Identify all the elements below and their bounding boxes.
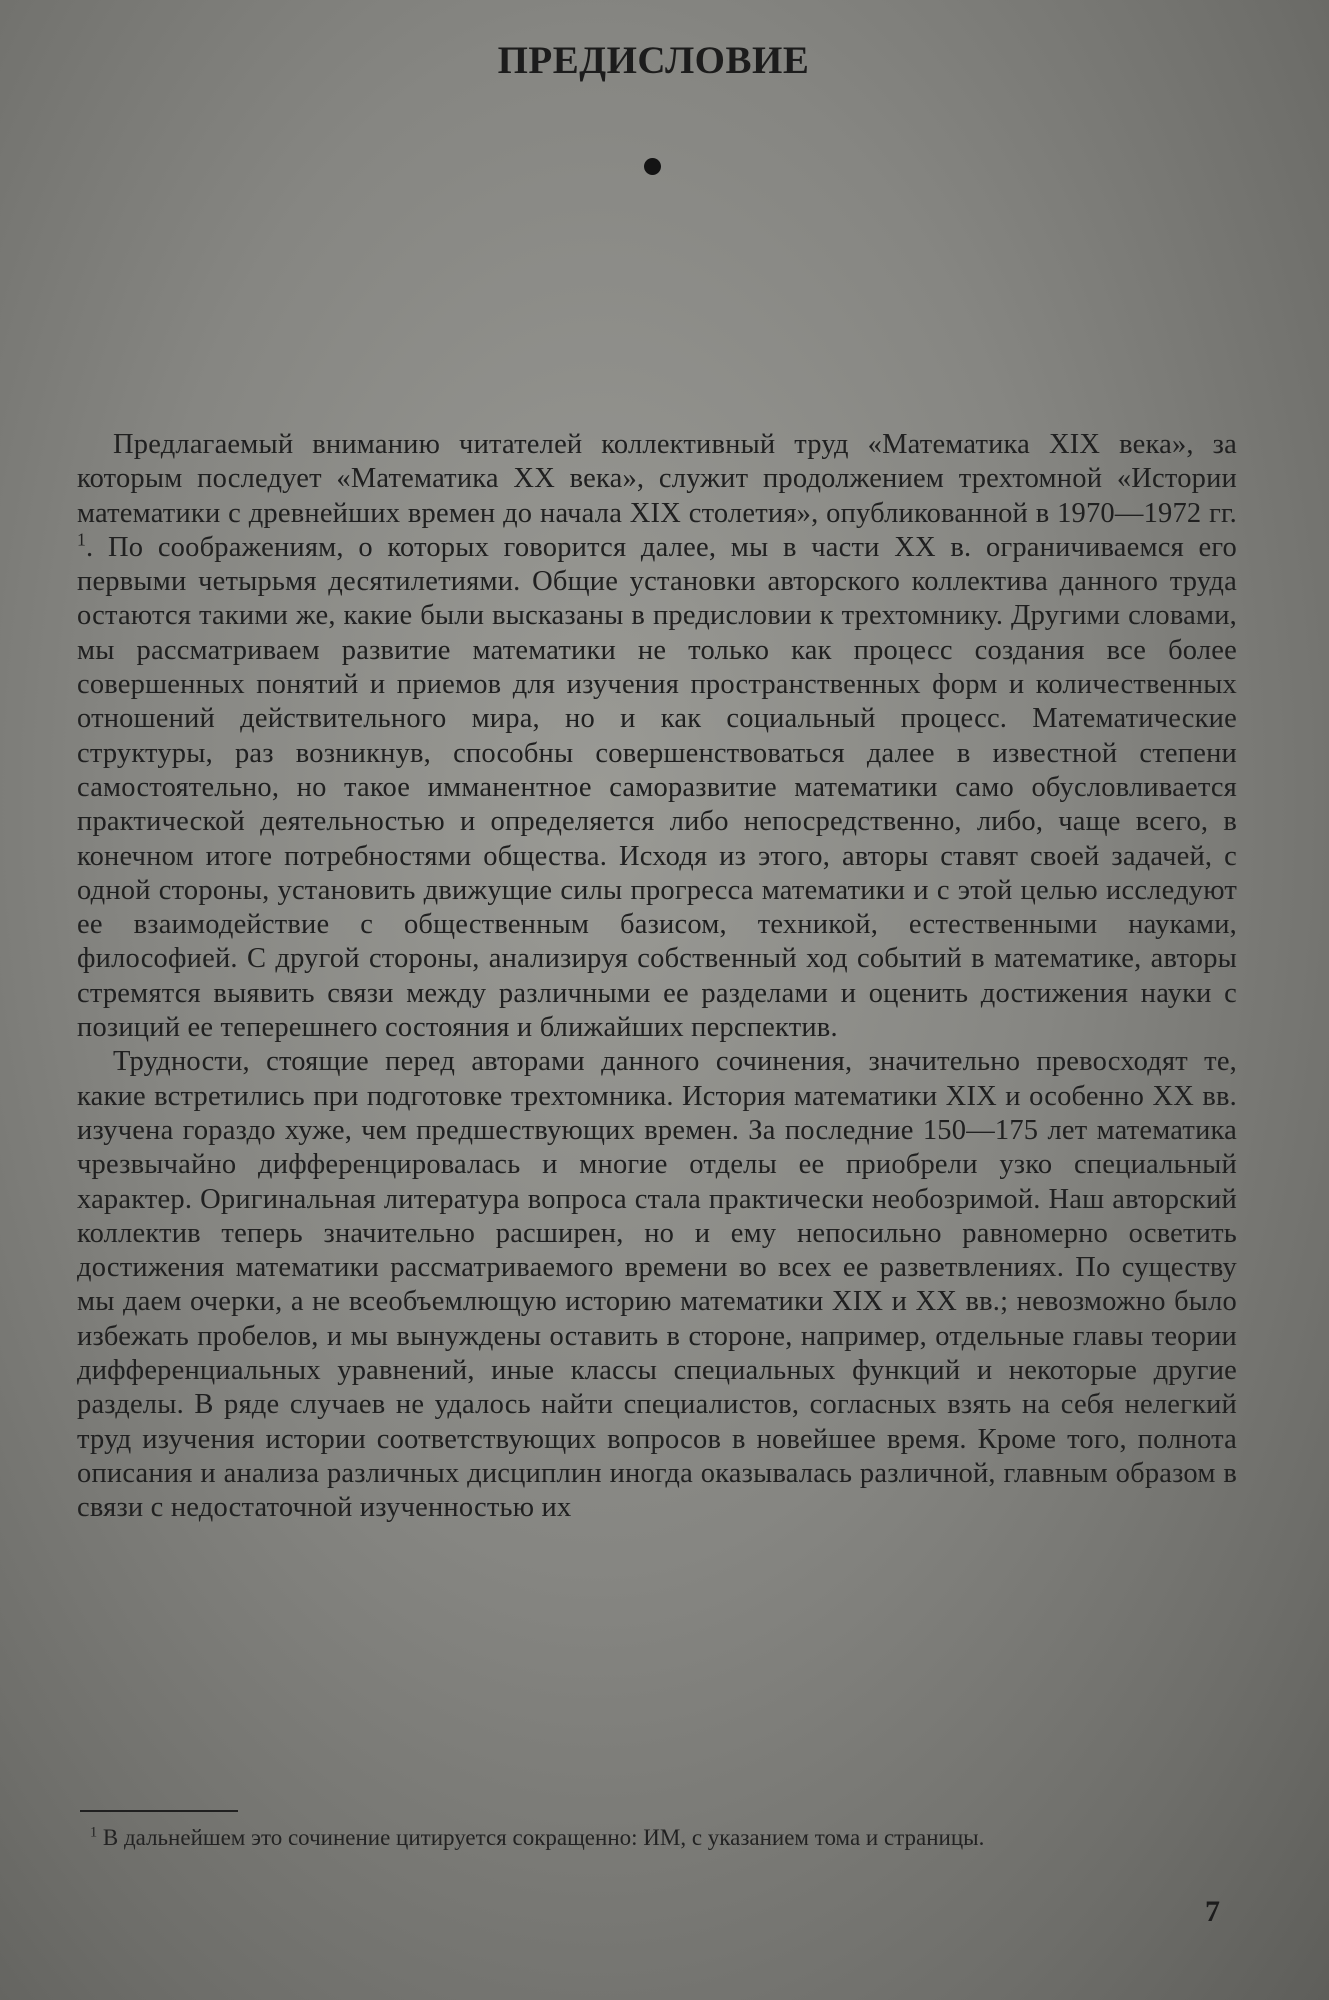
footnote-marker: 1 <box>90 1824 98 1841</box>
footnote <box>80 1822 1235 1853</box>
footnote-text: В дальнейшем это сочинение цитируется сокращенно: ИМ, с указанием тома и страницы. <box>97 1825 985 1850</box>
paragraph-1-part-1: Предлагаемый вниманию читателей коллективный труд «Математика XIX века», за которым последует «Математика XX века», служит продолжением трехтомной «Истории математики с древнейших времен до начала XIX столетия», опубликованной в 1970—1972 гг. <box>77 429 1237 529</box>
decorative-bullet <box>644 158 661 175</box>
page-number: 7 <box>1205 1895 1220 1928</box>
paragraph-2: Трудности, стоящие перед авторами данного сочинения, значительно превосходят те, какие встретились при подготовке трехтомника. История математики XIX и особенно XX вв. изучена гораздо хуже, чем предшествующих времен. За последние 150—175 лет математика чрезвычайно дифференцировалась и многие отделы ее приобрели узко специальный характер. Оригинальная литература вопроса стала практически необозримой. Наш авторский коллектив теперь значительно расширен, но и ему непосильно равномерно осветить достижения математики рассматриваемого времени во всех ее разветвлениях. По существу мы даем очерки, а не всеобъемлющую историю математики XIX и XX вв.; невозможно было избежать пробелов, и мы вынуждены оставить в стороне, например, отдельные главы теории дифференциальных уравнений, иные классы специальных функций и некоторые другие разделы. В ряде случаев не удалось найти специалистов, согласных взять на себя нелегкий труд изучения истории соответствующих вопросов в новейшее время. Кроме того, полнота описания и анализа различных дисциплин иногда оказывалась различной, главным образом в связи с недостаточной изученностью их <box>77 1046 1237 1524</box>
paragraph-1-part-2: . По соображениям, о которых говорится далее, мы в части XX в. ограничиваемся его первыми четырьмя десятилетиями. Общие установки авторского коллектива данного труда остаются такими же, какие были высказаны в предисловии к трехтомнику. Другими словами, мы рассматриваем развитие математики не только как процесс создания все более совершенных понятий и приемов для изучения пространственных форм и количественных отношений действительного мира, но и как социальный процесс. Математические структуры, раз возникнув, способны совершенствоваться далее в известной степени самостоятельно, но такое имманентное саморазвитие математики само обусловливается практической деятельностью и определяется либо непосредственно, либо, чаще всего, в конечном итоге потребностями общества. Исходя из этого, авторы ставят своей задачей, с одной стороны, установить движущие силы прогресса математики и с этой целью исследуют ее взаимодействие с общественным базисом, техникой, естественными науками, философией. С другой стороны, анализируя собственный ход событий в математике, авторы стремятся выявить связи между различными ее разделами и оценить достижения науки с позиций ее теперешнего состояния и ближайших перспектив. <box>77 531 1237 1044</box>
footnote-divider <box>80 1810 238 1812</box>
page-title: ПРЕДИСЛОВИЕ <box>497 39 810 82</box>
main-text <box>77 428 1237 1526</box>
paragraph-1 <box>77 428 1237 1045</box>
footnote-reference: 1 <box>77 529 87 550</box>
